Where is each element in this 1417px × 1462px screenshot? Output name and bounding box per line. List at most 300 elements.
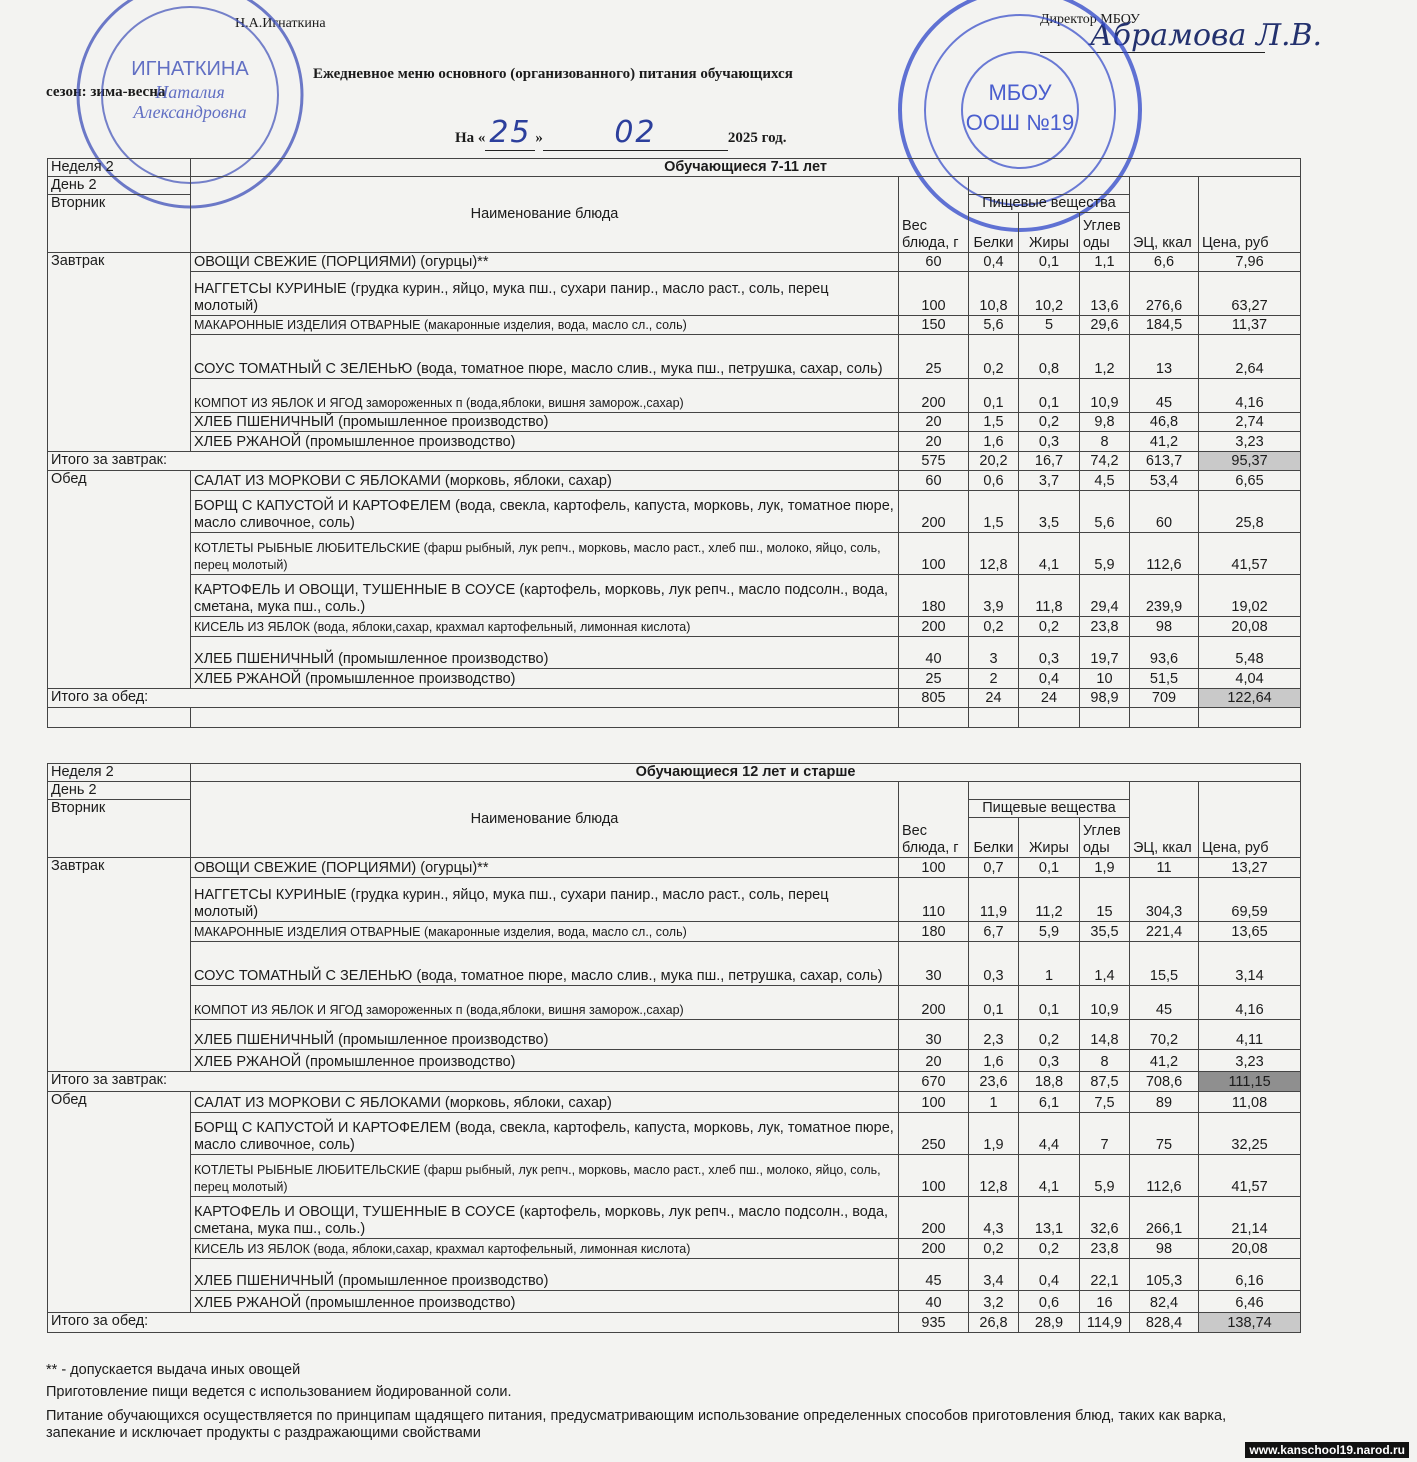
dish-price: 6,16 (1199, 1259, 1301, 1291)
dish-price: 2,74 (1199, 413, 1301, 432)
menu-row (48, 878, 1301, 922)
week-label: Неделя 2 (48, 764, 191, 782)
dish-energy: 93,6 (1130, 637, 1199, 669)
dish-energy: 45 (1130, 986, 1199, 1020)
dish-name: КИСЕЛЬ ИЗ ЯБЛОК (вода, яблоки,сахар, крахмал картофельный, лимонная кислота) (191, 617, 899, 637)
dish-fat: 0,2 (1019, 413, 1080, 432)
empty-cell (48, 708, 191, 728)
dish-price: 63,27 (1199, 272, 1301, 316)
dish-weight: 100 (899, 1092, 969, 1113)
dish-carbs: 32,6 (1080, 1197, 1130, 1239)
dish-fat: 0,1 (1019, 858, 1080, 878)
dish-carbs: 5,6 (1080, 491, 1130, 533)
dish-carbs: 15 (1080, 878, 1130, 922)
dish-protein: 3 (969, 637, 1019, 669)
total-protein: 23,6 (969, 1072, 1019, 1092)
footnote-diet: Питание обучающихся осуществляется по принципам щадящего питания, предусматривающим использование определенных способов приготовления блюд, таких как варка, запекание и исключает продукты с раздражающими свойствами (46, 1408, 1227, 1441)
menu-row (48, 1113, 1301, 1155)
dish-weight: 25 (899, 335, 969, 379)
dish-protein: 1 (969, 1092, 1019, 1113)
dish-protein: 1,5 (969, 413, 1019, 432)
dish-price: 11,08 (1199, 1092, 1301, 1113)
day-label: День 2 (48, 782, 191, 800)
col-carbs-header: Углеводы (1080, 818, 1130, 858)
dish-carbs: 1,1 (1080, 253, 1130, 272)
empty-cell (191, 708, 899, 728)
menu-row (48, 1239, 1301, 1259)
menu-table-12-plus (47, 763, 1301, 1333)
dish-energy: 276,6 (1130, 272, 1199, 316)
dish-energy: 45 (1130, 379, 1199, 413)
total-carbs: 98,9 (1080, 689, 1130, 708)
dish-carbs: 10,9 (1080, 379, 1130, 413)
date-prefix: На « (455, 130, 486, 146)
dish-protein: 0,2 (969, 1239, 1019, 1259)
dish-price: 7,96 (1199, 253, 1301, 272)
dish-energy: 221,4 (1130, 922, 1199, 942)
dish-name: ХЛЕБ ПШЕНИЧНЫЙ (промышленное производство) (191, 1020, 899, 1050)
week-label: Неделя 2 (48, 159, 191, 177)
dish-weight: 200 (899, 491, 969, 533)
right-stamp-line-1: МБОУ (988, 80, 1052, 105)
dish-price: 13,65 (1199, 922, 1301, 942)
dish-name: КАРТОФЕЛЬ И ОВОЩИ, ТУШЕННЫЕ В СОУСЕ (картофель, морковь, лук репч., масло подсолн., вода, сметана, мука пш., соль.) (191, 1197, 899, 1239)
total-fat: 16,7 (1019, 452, 1080, 471)
dish-fat: 0,2 (1019, 1239, 1080, 1259)
total-price: 111,15 (1199, 1072, 1301, 1092)
dish-carbs: 23,8 (1080, 1239, 1130, 1259)
dish-carbs: 1,4 (1080, 942, 1130, 986)
dish-protein: 1,6 (969, 432, 1019, 452)
dish-price: 11,37 (1199, 316, 1301, 335)
total-weight: 805 (899, 689, 969, 708)
dish-carbs: 4,5 (1080, 471, 1130, 491)
menu-row (48, 942, 1301, 986)
footnote-vegetables: ** - допускается выдача иных овощей (46, 1362, 301, 1378)
dish-fat: 0,3 (1019, 432, 1080, 452)
menu-row (48, 1050, 1301, 1072)
dish-weight: 200 (899, 1197, 969, 1239)
dish-name: МАКАРОННЫЕ ИЗДЕЛИЯ ОТВАРНЫЕ (макаронные изделия, вода, масло сл., соль) (191, 316, 899, 335)
total-carbs: 114,9 (1080, 1313, 1130, 1333)
dish-name: ХЛЕБ ПШЕНИЧНЫЙ (промышленное производство) (191, 413, 899, 432)
col-nutrients-header: Пищевые вещества (969, 800, 1130, 818)
menu-row (48, 316, 1301, 335)
dish-carbs: 5,9 (1080, 1155, 1130, 1197)
breakfast-label: Завтрак (48, 858, 191, 1072)
dish-name: НАГГЕТСЫ КУРИНЫЕ (грудка курин., яйцо, мука пш., сухари панир., масло раст., соль, перец молотый) (191, 272, 899, 316)
dish-protein: 0,1 (969, 379, 1019, 413)
dish-weight: 250 (899, 1113, 969, 1155)
total-price: 138,74 (1199, 1313, 1301, 1333)
dish-carbs: 7,5 (1080, 1092, 1130, 1113)
dish-carbs: 10,9 (1080, 986, 1130, 1020)
col-nutrients-spacer (969, 782, 1130, 800)
dish-fat: 0,2 (1019, 1020, 1080, 1050)
dish-price: 4,04 (1199, 669, 1301, 689)
total-fat: 28,9 (1019, 1313, 1080, 1333)
menu-table-7-11 (47, 158, 1301, 728)
dish-name: НАГГЕТСЫ КУРИНЫЕ (грудка курин., яйцо, мука пш., сухари панир., масло раст., соль, перец молотый) (191, 878, 899, 922)
dish-weight: 150 (899, 316, 969, 335)
menu-row (48, 413, 1301, 432)
menu-row (48, 491, 1301, 533)
dish-energy: 13 (1130, 335, 1199, 379)
dish-name: БОРЩ С КАПУСТОЙ И КАРТОФЕЛЕМ (вода, свекла, картофель, капуста, морковь, лук, томатное пюре, масло сливочное, соль) (191, 1113, 899, 1155)
empty-cell (1199, 708, 1301, 728)
dish-name: КОТЛЕТЫ РЫБНЫЕ ЛЮБИТЕЛЬСКИЕ (фарш рыбный, лук репч., морковь, масло раст., хлеб пш., молоко, яйцо, соль, перец молотый) (191, 533, 899, 575)
dish-energy: 11 (1130, 858, 1199, 878)
dish-carbs: 13,6 (1080, 272, 1130, 316)
menu-row (48, 432, 1301, 452)
dish-carbs: 8 (1080, 432, 1130, 452)
document-title: Ежедневное меню основного (организованного) питания обучающихся (313, 66, 793, 82)
dish-name: ХЛЕБ РЖАНОЙ (промышленное производство) (191, 1050, 899, 1072)
col-fat-header: Жиры (1019, 213, 1080, 253)
weekday-label: Вторник (48, 800, 191, 858)
dish-price: 69,59 (1199, 878, 1301, 922)
dish-protein: 5,6 (969, 316, 1019, 335)
total-weight: 670 (899, 1072, 969, 1092)
dish-carbs: 23,8 (1080, 617, 1130, 637)
dish-fat: 4,4 (1019, 1113, 1080, 1155)
menu-row (48, 1197, 1301, 1239)
dish-weight: 40 (899, 637, 969, 669)
dish-fat: 4,1 (1019, 533, 1080, 575)
dish-carbs: 35,5 (1080, 922, 1130, 942)
dish-weight: 45 (899, 1259, 969, 1291)
dish-protein: 0,4 (969, 253, 1019, 272)
dish-weight: 60 (899, 253, 969, 272)
dish-price: 5,48 (1199, 637, 1301, 669)
dish-energy: 184,5 (1130, 316, 1199, 335)
dish-weight: 25 (899, 669, 969, 689)
date-suffix: 2025 год. (727, 130, 787, 146)
dish-energy: 112,6 (1130, 1155, 1199, 1197)
dish-weight: 180 (899, 922, 969, 942)
dish-energy: 239,9 (1130, 575, 1199, 617)
dish-price: 41,57 (1199, 533, 1301, 575)
total-price: 122,64 (1199, 689, 1301, 708)
dish-carbs: 1,2 (1080, 335, 1130, 379)
col-nutrients-header: Пищевые вещества (969, 195, 1130, 213)
dish-price: 3,23 (1199, 1050, 1301, 1072)
dish-weight: 20 (899, 413, 969, 432)
dish-protein: 0,2 (969, 335, 1019, 379)
total-label: Итого за завтрак: (48, 1072, 899, 1092)
left-stamp-line-1: ИГНАТКИНА (131, 58, 249, 80)
menu-row (48, 471, 1301, 491)
dish-price: 41,57 (1199, 1155, 1301, 1197)
dish-name: МАКАРОННЫЕ ИЗДЕЛИЯ ОТВАРНЫЕ (макаронные изделия, вода, масло сл., соль) (191, 922, 899, 942)
dish-protein: 10,8 (969, 272, 1019, 316)
dish-energy: 304,3 (1130, 878, 1199, 922)
col-dish-header: Наименование блюда (191, 782, 899, 858)
dish-name: ХЛЕБ ПШЕНИЧНЫЙ (промышленное производство) (191, 637, 899, 669)
empty-cell (1019, 708, 1080, 728)
dish-protein: 4,3 (969, 1197, 1019, 1239)
dish-price: 20,08 (1199, 1239, 1301, 1259)
menu-row (48, 617, 1301, 637)
dish-carbs: 5,9 (1080, 533, 1130, 575)
dish-energy: 105,3 (1130, 1259, 1199, 1291)
dish-fat: 0,2 (1019, 617, 1080, 637)
dish-price: 4,11 (1199, 1020, 1301, 1050)
dish-weight: 100 (899, 858, 969, 878)
dish-fat: 5 (1019, 316, 1080, 335)
total-label: Итого за обед: (48, 689, 899, 708)
dish-carbs: 22,1 (1080, 1259, 1130, 1291)
dish-fat: 0,3 (1019, 1050, 1080, 1072)
dish-price: 25,8 (1199, 491, 1301, 533)
col-price-header: Цена, руб (1199, 782, 1301, 858)
dish-protein: 1,5 (969, 491, 1019, 533)
menu-row (48, 637, 1301, 669)
col-energy-header: ЭЦ, ккал (1130, 782, 1199, 858)
menu-row (48, 1092, 1301, 1113)
dish-carbs: 14,8 (1080, 1020, 1130, 1050)
breakfast-label: Завтрак (48, 253, 191, 452)
dish-fat: 0,1 (1019, 253, 1080, 272)
dish-name: ХЛЕБ РЖАНОЙ (промышленное производство) (191, 669, 899, 689)
dish-name: КОТЛЕТЫ РЫБНЫЕ ЛЮБИТЕЛЬСКИЕ (фарш рыбный, лук репч., морковь, масло раст., хлеб пш., молоко, яйцо, соль, перец молотый) (191, 1155, 899, 1197)
menu-row (48, 1291, 1301, 1313)
total-weight: 575 (899, 452, 969, 471)
dish-weight: 40 (899, 1291, 969, 1313)
right-stamp-line-2: ООШ №19 (965, 110, 1075, 135)
dish-name: БОРЩ С КАПУСТОЙ И КАРТОФЕЛЕМ (вода, свекла, картофель, капуста, морковь, лук, томатное пюре, масло сливочное, соль) (191, 491, 899, 533)
dish-price: 4,16 (1199, 986, 1301, 1020)
dish-name: КИСЕЛЬ ИЗ ЯБЛОК (вода, яблоки,сахар, крахмал картофельный, лимонная кислота) (191, 1239, 899, 1259)
dish-weight: 100 (899, 533, 969, 575)
dish-energy: 41,2 (1130, 1050, 1199, 1072)
dish-energy: 89 (1130, 1092, 1199, 1113)
menu-row (48, 986, 1301, 1020)
menu-row (48, 533, 1301, 575)
dish-price: 20,08 (1199, 617, 1301, 637)
footnote-salt: Приготовление пищи ведется с использованием йодированной соли. (46, 1384, 512, 1400)
spacer-row (48, 708, 1301, 728)
dish-weight: 200 (899, 1239, 969, 1259)
col-dish-header: Наименование блюда (191, 177, 899, 253)
dish-protein: 0,3 (969, 942, 1019, 986)
dish-weight: 100 (899, 272, 969, 316)
lunch-label: Обед (48, 471, 191, 689)
total-carbs: 87,5 (1080, 1072, 1130, 1092)
total-protein: 20,2 (969, 452, 1019, 471)
date-month: 02 (614, 115, 657, 150)
dish-name: САЛАТ ИЗ МОРКОВИ С ЯБЛОКАМИ (морковь, яблоки, сахар) (191, 1092, 899, 1113)
dish-carbs: 19,7 (1080, 637, 1130, 669)
season-label: сезон: зима-весна (46, 84, 166, 100)
dish-price: 13,27 (1199, 858, 1301, 878)
col-price-header: Цена, руб (1199, 177, 1301, 253)
dish-name: СОУС ТОМАТНЫЙ С ЗЕЛЕНЬЮ (вода, томатное пюре, масло слив., мука пш., петрушка, сахар, соль) (191, 335, 899, 379)
right-title: Директор МБОУ (1040, 12, 1140, 27)
total-energy: 613,7 (1130, 452, 1199, 471)
dish-energy: 53,4 (1130, 471, 1199, 491)
dish-energy: 98 (1130, 1239, 1199, 1259)
dish-protein: 3,4 (969, 1259, 1019, 1291)
col-weight-header: Вес блюда, г (899, 782, 969, 858)
day-label: День 2 (48, 177, 191, 195)
lunch-label: Обед (48, 1092, 191, 1313)
dish-protein: 12,8 (969, 1155, 1019, 1197)
dish-protein: 12,8 (969, 533, 1019, 575)
dish-fat: 11,8 (1019, 575, 1080, 617)
menu-row (48, 253, 1301, 272)
age-group-title: Обучающиеся 12 лет и старше (191, 764, 1301, 782)
dish-carbs: 10 (1080, 669, 1130, 689)
date-day: 25 (489, 115, 532, 150)
dish-energy: 60 (1130, 491, 1199, 533)
empty-cell (1080, 708, 1130, 728)
dish-fat: 0,1 (1019, 379, 1080, 413)
dish-protein: 0,7 (969, 858, 1019, 878)
col-nutrients-spacer (969, 177, 1130, 195)
date-line (455, 115, 787, 151)
total-price: 95,37 (1199, 452, 1301, 471)
empty-cell (899, 708, 969, 728)
dish-weight: 30 (899, 1020, 969, 1050)
dish-name: ОВОЩИ СВЕЖИЕ (ПОРЦИЯМИ) (огурцы)** (191, 858, 899, 878)
total-protein: 26,8 (969, 1313, 1019, 1333)
dish-price: 3,14 (1199, 942, 1301, 986)
dish-energy: 112,6 (1130, 533, 1199, 575)
menu-row (48, 858, 1301, 878)
dish-energy: 51,5 (1130, 669, 1199, 689)
menu-row (48, 922, 1301, 942)
dish-weight: 110 (899, 878, 969, 922)
dish-fat: 0,3 (1019, 637, 1080, 669)
total-protein: 24 (969, 689, 1019, 708)
dish-protein: 11,9 (969, 878, 1019, 922)
dish-weight: 20 (899, 432, 969, 452)
left-signatory: Н.А.Игнаткина (235, 16, 326, 31)
total-energy: 828,4 (1130, 1313, 1199, 1333)
dish-price: 6,46 (1199, 1291, 1301, 1313)
empty-cell (969, 708, 1019, 728)
menu-row (48, 379, 1301, 413)
dish-price: 32,25 (1199, 1113, 1301, 1155)
dish-protein: 0,2 (969, 617, 1019, 637)
dish-carbs: 29,6 (1080, 316, 1130, 335)
dish-weight: 20 (899, 1050, 969, 1072)
dish-name: КАРТОФЕЛЬ И ОВОЩИ, ТУШЕННЫЕ В СОУСЕ (картофель, морковь, лук репч., масло подсолн., вода, сметана, мука пш., соль.) (191, 575, 899, 617)
dish-energy: 41,2 (1130, 432, 1199, 452)
dish-price: 4,16 (1199, 379, 1301, 413)
dish-energy: 6,6 (1130, 253, 1199, 272)
col-protein-header: Белки (969, 818, 1019, 858)
dish-price: 2,64 (1199, 335, 1301, 379)
dish-fat: 6,1 (1019, 1092, 1080, 1113)
dish-name: ХЛЕБ ПШЕНИЧНЫЙ (промышленное производство) (191, 1259, 899, 1291)
dish-name: КОМПОТ ИЗ ЯБЛОК И ЯГОД замороженных п (вода,яблоки, вишня заморож.,сахар) (191, 986, 899, 1020)
date-mid: » (535, 130, 543, 146)
dish-carbs: 1,9 (1080, 858, 1130, 878)
dish-carbs: 8 (1080, 1050, 1130, 1072)
dish-protein: 0,1 (969, 986, 1019, 1020)
menu-row (48, 1155, 1301, 1197)
dish-fat: 3,7 (1019, 471, 1080, 491)
dish-fat: 10,2 (1019, 272, 1080, 316)
dish-name: САЛАТ ИЗ МОРКОВИ С ЯБЛОКАМИ (морковь, яблоки, сахар) (191, 471, 899, 491)
dish-weight: 100 (899, 1155, 969, 1197)
dish-carbs: 16 (1080, 1291, 1130, 1313)
dish-carbs: 29,4 (1080, 575, 1130, 617)
total-energy: 709 (1130, 689, 1199, 708)
col-protein-header: Белки (969, 213, 1019, 253)
dish-energy: 82,4 (1130, 1291, 1199, 1313)
total-label: Итого за обед: (48, 1313, 899, 1333)
dish-energy: 46,8 (1130, 413, 1199, 432)
weekday-label: Вторник (48, 195, 191, 253)
dish-protein: 6,7 (969, 922, 1019, 942)
dish-protein: 1,6 (969, 1050, 1019, 1072)
dish-protein: 1,9 (969, 1113, 1019, 1155)
dish-fat: 0,1 (1019, 986, 1080, 1020)
menu-row (48, 1020, 1301, 1050)
dish-price: 3,23 (1199, 432, 1301, 452)
left-stamp-line-2: Наталия (155, 82, 225, 102)
dish-energy: 15,5 (1130, 942, 1199, 986)
dish-protein: 2,3 (969, 1020, 1019, 1050)
menu-row (48, 1259, 1301, 1291)
age-group-title: Обучающиеся 7-11 лет (191, 159, 1301, 177)
dish-name: ОВОЩИ СВЕЖИЕ (ПОРЦИЯМИ) (огурцы)** (191, 253, 899, 272)
menu-row (48, 669, 1301, 689)
dish-price: 19,02 (1199, 575, 1301, 617)
dish-weight: 180 (899, 575, 969, 617)
dish-fat: 0,4 (1019, 1259, 1080, 1291)
dish-price: 6,65 (1199, 471, 1301, 491)
dish-name: СОУС ТОМАТНЫЙ С ЗЕЛЕНЬЮ (вода, томатное пюре, масло слив., мука пш., петрушка, сахар, соль) (191, 942, 899, 986)
dish-energy: 266,1 (1130, 1197, 1199, 1239)
director-signature: Абрамова Л.В. (1090, 18, 1323, 53)
dish-fat: 5,9 (1019, 922, 1080, 942)
total-energy: 708,6 (1130, 1072, 1199, 1092)
dish-weight: 200 (899, 617, 969, 637)
dish-weight: 30 (899, 942, 969, 986)
dish-fat: 3,5 (1019, 491, 1080, 533)
menu-row (48, 575, 1301, 617)
dish-name: ХЛЕБ РЖАНОЙ (промышленное производство) (191, 1291, 899, 1313)
dish-fat: 4,1 (1019, 1155, 1080, 1197)
dish-fat: 0,8 (1019, 335, 1080, 379)
total-fat: 24 (1019, 689, 1080, 708)
total-fat: 18,8 (1019, 1072, 1080, 1092)
total-label: Итого за завтрак: (48, 452, 899, 471)
dish-carbs: 9,8 (1080, 413, 1130, 432)
dish-weight: 200 (899, 986, 969, 1020)
col-energy-header: ЭЦ, ккал (1130, 177, 1199, 253)
dish-weight: 200 (899, 379, 969, 413)
menu-row (48, 335, 1301, 379)
menu-row (48, 272, 1301, 316)
dish-protein: 3,9 (969, 575, 1019, 617)
dish-protein: 0,6 (969, 471, 1019, 491)
col-fat-header: Жиры (1019, 818, 1080, 858)
dish-energy: 70,2 (1130, 1020, 1199, 1050)
dish-energy: 98 (1130, 617, 1199, 637)
dish-protein: 2 (969, 669, 1019, 689)
col-carbs-header: Углеводы (1080, 213, 1130, 253)
dish-fat: 0,4 (1019, 669, 1080, 689)
dish-energy: 75 (1130, 1113, 1199, 1155)
left-stamp-line-3: Александровна (133, 102, 247, 122)
total-carbs: 74,2 (1080, 452, 1130, 471)
total-weight: 935 (899, 1313, 969, 1333)
